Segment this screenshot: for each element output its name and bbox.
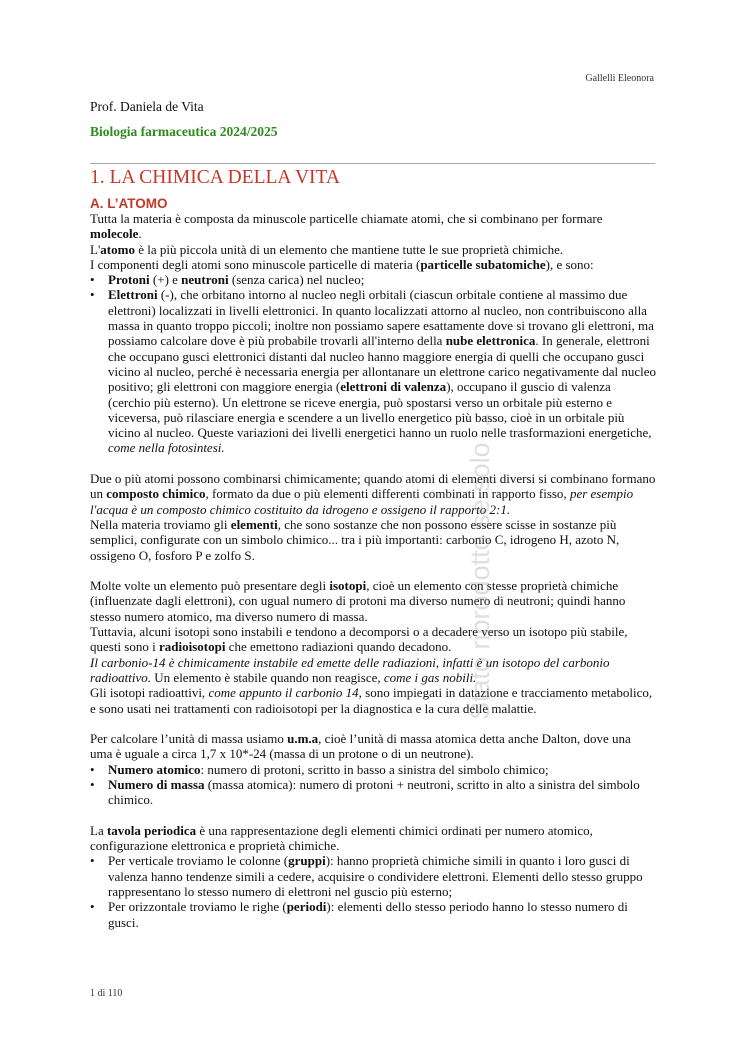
chapter-title: 1. LA CHIMICA DELLA VITA	[90, 167, 340, 188]
watermark: Stato riprodotto se solo ...	[465, 412, 495, 720]
bullet-list	[90, 762, 656, 808]
header-divider	[90, 163, 655, 164]
body-paragraph: Gli isotopi radioattivi, come appunto il carbonio 14, sono impiegati in datazione e tracciamento metabolico, e sono usati nei trattamenti con radioisotopi per la diagnostica e la cura delle malattie.	[90, 685, 653, 716]
body-paragraph: Per calcolare l’unità di massa usiamo u.m.a, cioè l’unità di massa atomica detta anche Dalton, dove una uma è uguale a circa 1,7 x 10*-24 (massa di un protone o di un neutrone).	[90, 731, 631, 762]
body-paragraph: Il carbonio-14 è chimicamente instabile ed emette delle radiazioni, infatti è un isotopo del carbonio radioattivo. Un elemento è stabile quando non reagisce, come i gas nobili.	[90, 654, 610, 685]
author-name: Gallelli Eleonora	[585, 73, 654, 84]
page-number: 1 di 110	[90, 988, 123, 999]
body-paragraph: I componenti degli atomi sono minuscole particelle di materia (particelle subatomiche), e sono:	[90, 256, 594, 272]
section-title: A. L’ATOMO	[90, 196, 168, 211]
bullet-list	[90, 272, 656, 456]
bullet-item: • Numero atomico: numero di protoni, scritto in basso a sinistra del simbolo chimico;	[90, 762, 656, 777]
bullet-item: • Per verticale troviamo le colonne (gruppi): hanno proprietà chimiche simili in quanto i loro gusci di valenza hanno tendenze simili a cedere, acquisire o condividere elettroni. Elementi dello stesso gruppo rappresentano lo stesso numero di elettroni nel guscio più esterno;	[90, 853, 656, 899]
body-paragraph: Molte volte un elemento può presentare degli isotopi, cioè un elemento con stesse proprietà chimiche (influenzate dagli elettroni), con ugual numero di protoni ma diverso numero di neutroni; quindi hanno stesso numero atomico, ma diverso numero di massa.	[90, 578, 626, 624]
body-paragraph: La tavola periodica è una rappresentazione degli elementi chimici ordinati per numero atomico, configurazione elettronica e proprietà chimiche.	[90, 822, 593, 854]
professor-name: Prof. Daniela de Vita	[90, 99, 204, 114]
body-paragraph: Due o più atomi possono combinarsi chimicamente; quando atomi di elementi diversi si combinano formano un composto chimico, formato da due o più elementi differenti combinati in rapporto fisso, per esempio l'acqua è un composto chimico costituito da idrogeno e ossigeno il rapporto 2:1.	[90, 471, 656, 517]
body-paragraph: Tuttavia, alcuni isotopi sono instabili e tendono a decomporsi o a decadere verso un isotopo più stabile, questi sono i radioisotopi che emettono radiazioni quando decadono.	[90, 624, 628, 655]
bullet-item: • Numero di massa (massa atomica): numero di protoni + neutroni, scritto in alto a sinistra del simbolo chimico.	[90, 777, 656, 808]
paragraph-gap	[90, 456, 656, 471]
document-body	[90, 211, 656, 930]
bullet-item: • Elettroni (-), che orbitano intorno al nucleo negli orbitali (ciascun orbitale contiene al massimo due elettroni) localizzati in livelli elettronici. In quanto localizzati attorno al nucleo, non contribuiscono alla massa in quanto troppo piccoli; inoltre non possiamo sapere esattamente dove si trovano gli elettroni, ma possiamo calcolare dove è più probabile trovarli all'interno della nube elettronica. In generale, elettroni che occupano gusci elettronici distanti dal nucleo hanno maggiore energia di quelli che occupano gusci vicino al nucleo, perché è necessaria energia per allontanare un elettrone carico negativamente dal nucleo positivo; gli elettroni con maggiore energia (elettroni di valenza), occupano il guscio di valenza (cerchio più esterno). Un elettrone se riceve energia, può spostarsi verso un orbitale più esterno e viceversa, può rilasciare energia e scendere a un livello energetico più basso, cioè in un orbitale più vicino al nucleo. Queste variazioni dei livelli energetici hanno un ruolo nelle trasformazioni energetiche, come nella fotosintesi.	[90, 287, 656, 455]
bullet-item: • Protoni (+) e neutroni (senza carica) nel nucleo;	[90, 272, 656, 287]
paragraph-gap	[90, 808, 656, 823]
paragraph-gap	[90, 716, 656, 731]
body-paragraph: Nella materia troviamo gli elementi, che sono sostanze che non possono essere scisse in sostanze più semplici, configurate con un simbolo chimico... tra i più importanti: carbonio C, idrogeno H, azoto N, ossigeno O, fosforo P e zolfo S.	[90, 516, 620, 563]
course-title: Biologia farmaceutica 2024/2025	[90, 124, 278, 139]
body-paragraph: L'atomo è la più piccola unità di un elemento che mantiene tutte le sue proprietà chimiche.	[90, 241, 564, 257]
paragraph-gap	[90, 563, 656, 578]
body-paragraph: Tutta la materia è composta da minuscole particelle chiamate atomi, che si combinano per formare molecole.	[90, 211, 603, 242]
bullet-item: • Per orizzontale troviamo le righe (periodi): elementi dello stesso periodo hanno lo stesso numero di gusci.	[90, 899, 656, 930]
bullet-list	[90, 853, 656, 929]
